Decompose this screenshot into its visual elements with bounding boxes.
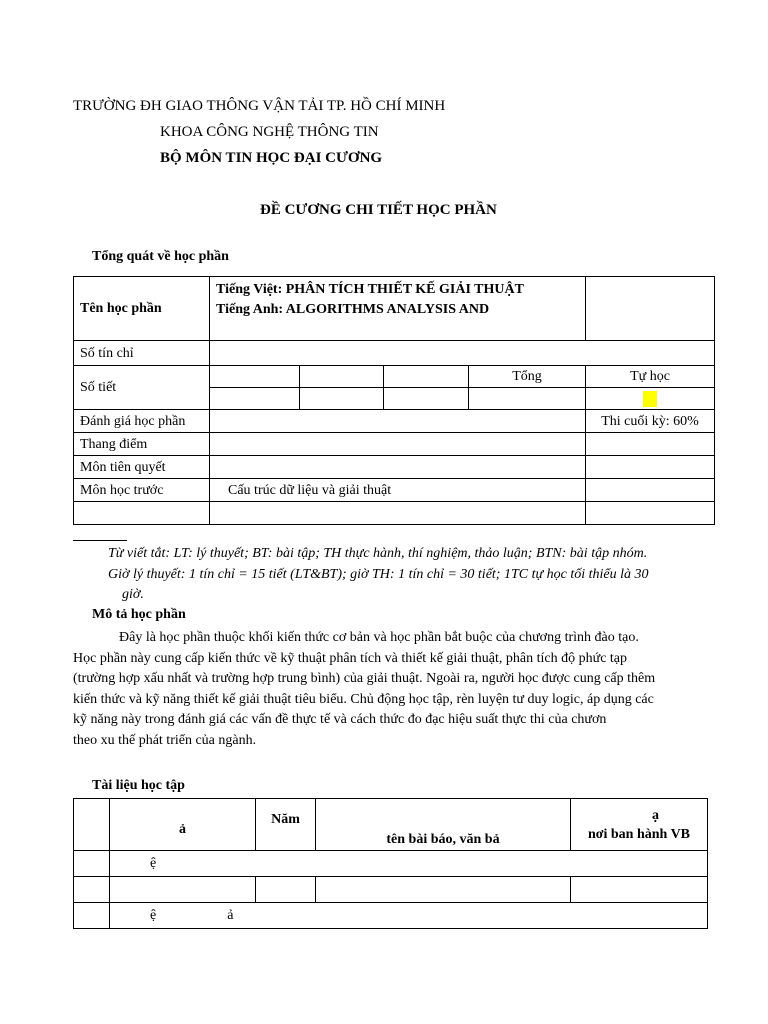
empty-cell — [74, 877, 110, 903]
hours-label: Số tiết — [74, 366, 210, 410]
paragraph-line: Đây là học phần thuộc khối kiến thức cơ bản và học phần bắt buộc của chương trình đào tạo. — [119, 630, 639, 645]
empty-cell — [74, 502, 210, 525]
course-name-label: Tên học phần — [74, 277, 210, 341]
footnote-separator — [73, 540, 127, 541]
empty-cell — [210, 388, 300, 410]
empty-cell — [469, 388, 586, 410]
issuer-header-text: nơi ban hành VB — [587, 827, 691, 842]
empty-cell — [210, 366, 300, 388]
prior-course-label: Môn học trước — [74, 479, 210, 502]
empty-cell — [210, 456, 586, 479]
paragraph-line: kiến thức và kỹ năng thiết kế giải thuật tiêu biểu. Chủ động học tập, rèn luyện tư duy logic, áp dụng các — [73, 691, 654, 707]
credits-label: Số tín chỉ — [74, 341, 210, 366]
empty-cell — [586, 502, 715, 525]
empty-cell — [210, 433, 586, 456]
table-row — [74, 366, 715, 388]
paragraph-line: kỹ năng này trong đánh giá các vấn đề thực tế và cách thức đo đạc hiệu suất thực thi của chươn — [73, 712, 607, 727]
description-paragraph — [73, 628, 713, 751]
course-overview-table — [73, 276, 715, 525]
highlight-mark — [643, 391, 657, 407]
table-row — [74, 277, 715, 341]
empty-cell — [74, 799, 110, 851]
final-exam-weight: Thi cuối kỳ: 60% — [586, 410, 715, 433]
empty-cell — [110, 877, 256, 903]
row-fragment: ệ — [150, 908, 157, 923]
issuer-header — [571, 799, 708, 851]
paragraph-line: Học phần này cung cấp kiến thức về kỹ thuật phân tích và thiết kế giải thuật, phân tích độ phức tạp — [73, 650, 628, 666]
university-name: TRƯỜNG ĐH GIAO THÔNG VẬN TẢI TP. HỒ CHÍ MINH — [73, 98, 446, 114]
paragraph-line: theo xu thế phát triển của ngành. — [73, 732, 257, 748]
assessment-label: Đánh giá học phần — [74, 410, 210, 433]
empty-cell — [300, 388, 384, 410]
category-row-label: ệ — [110, 851, 708, 877]
header-fragment: ả — [110, 799, 256, 851]
department-name: BỘ MÔN TIN HỌC ĐẠI CƯƠNG — [160, 150, 383, 166]
empty-cell — [586, 479, 715, 502]
header-fragment: ạ — [652, 808, 659, 823]
self-study-header: Tự học — [586, 366, 715, 388]
table-row — [74, 851, 708, 877]
year-header: Năm — [256, 799, 316, 851]
course-name-cell — [210, 277, 586, 341]
paragraph-line: (trường hợp xấu nhất và trường hợp trung bình) của giải thuật. Ngoài ra, người học được cung cấp thêm — [73, 671, 656, 686]
credits-value — [210, 341, 715, 366]
table-row — [74, 799, 708, 851]
table-row — [74, 456, 715, 479]
course-name-en: Tiếng Anh: ALGORITHMS ANALYSIS AND — [216, 302, 490, 317]
footnote-line: giờ. — [122, 587, 144, 602]
section-materials-heading: Tài liệu học tập — [92, 778, 185, 793]
prerequisite-label: Môn tiên quyết — [74, 456, 210, 479]
document-title: ĐỀ CƯƠNG CHI TIẾT HỌC PHẦN — [260, 202, 497, 218]
empty-cell — [384, 388, 469, 410]
empty-cell — [74, 851, 110, 877]
empty-cell — [210, 410, 586, 433]
table-row — [74, 903, 708, 929]
course-name-vi: Tiếng Việt: PHÂN TÍCH THIẾT KẾ GIẢI THUẬT — [216, 282, 524, 297]
total-hours-header: Tổng — [469, 366, 586, 388]
section-description-heading: Mô tả học phần — [92, 607, 186, 622]
category-row-label — [110, 903, 708, 929]
materials-table — [73, 798, 708, 929]
empty-cell — [586, 277, 715, 341]
empty-cell — [300, 366, 384, 388]
self-study-value — [586, 388, 715, 410]
prior-course-value: Cấu trúc dữ liệu và giải thuật — [210, 479, 586, 502]
empty-cell — [384, 366, 469, 388]
footnote — [108, 544, 718, 606]
footnote-line: Từ viết tắt: LT: lý thuyết; BT: bài tập; TH thực hành, thí nghiệm, thảo luận; BTN: bài tập nhóm. — [108, 546, 648, 561]
table-row — [74, 410, 715, 433]
footnote-line: Giờ lý thuyết: 1 tín chỉ = 15 tiết (LT&BT); giờ TH: 1 tín chỉ = 30 tiết; 1TC tự học tối thiểu là 30 — [108, 566, 649, 582]
table-row — [74, 877, 708, 903]
table-row — [74, 479, 715, 502]
empty-cell — [571, 877, 708, 903]
empty-cell — [210, 502, 586, 525]
section-general-heading: Tổng quát về học phần — [92, 249, 229, 264]
empty-cell — [74, 903, 110, 929]
empty-cell — [316, 877, 571, 903]
empty-cell — [586, 433, 715, 456]
faculty-name: KHOA CÔNG NGHỆ THÔNG TIN — [160, 124, 379, 140]
table-row — [74, 502, 715, 525]
empty-cell — [586, 456, 715, 479]
grading-scale-label: Thang điểm — [74, 433, 210, 456]
title-header: tên bài báo, văn bả — [316, 799, 571, 851]
empty-cell — [256, 877, 316, 903]
table-row — [74, 433, 715, 456]
row-fragment: ả — [227, 908, 234, 923]
table-row — [74, 341, 715, 366]
